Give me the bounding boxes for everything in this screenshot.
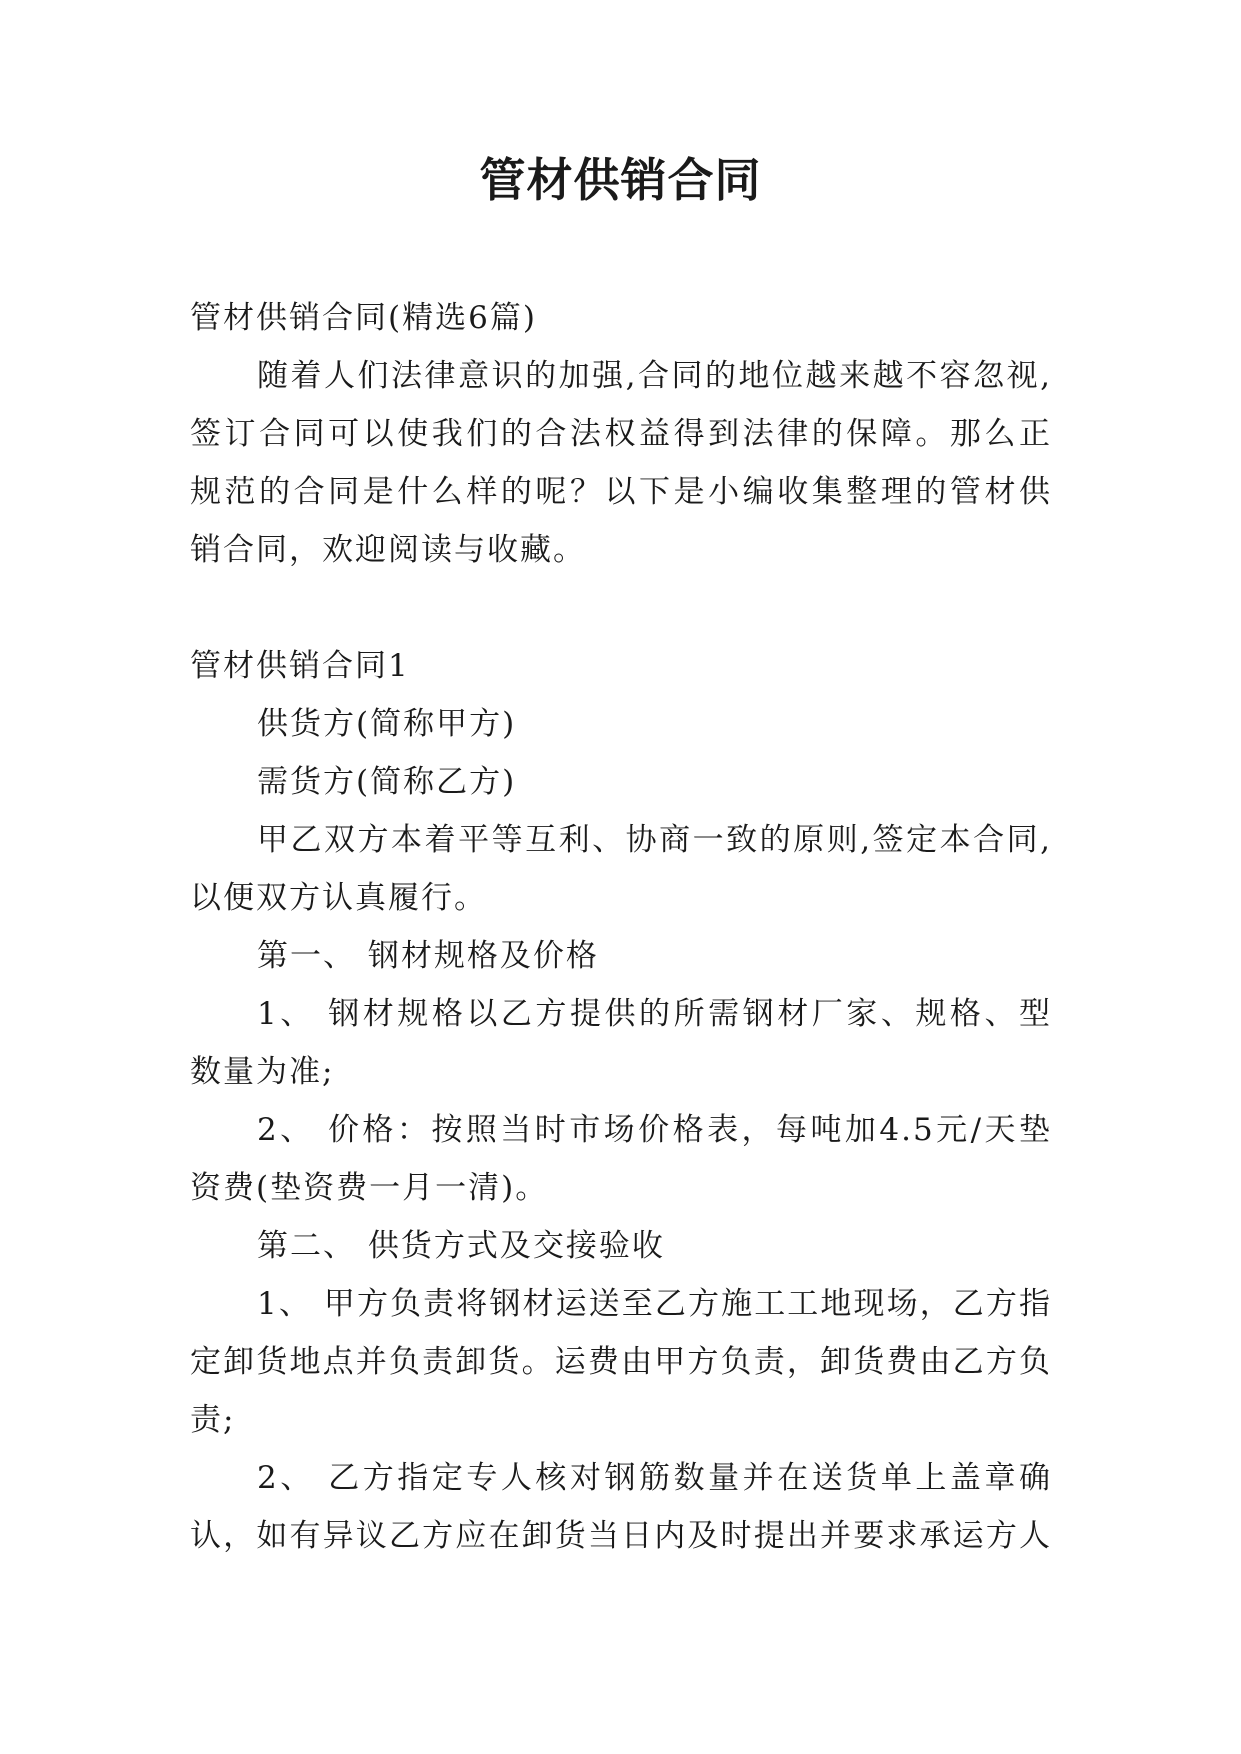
article1-heading: 第一、 钢材规格及价格 — [257, 938, 599, 974]
intro-line-2: 签订合同可以使我们的合法权益得到法律的保障。那么正 — [190, 416, 1052, 452]
article1-item2-line-2: 资费(垫资费一月一清)。 — [190, 1170, 549, 1206]
article2-item1-line-2: 定卸货地点并负责卸货。运费由甲方负责，卸货费由乙方负 — [190, 1344, 1052, 1380]
article1-item1-line-1: 1、 钢材规格以乙方提供的所需钢材厂家、规格、型 — [257, 996, 1052, 1032]
buyer-line: 需货方(简称乙方) — [257, 764, 517, 800]
intro-line-4: 销合同，欢迎阅读与收藏。 — [190, 532, 586, 568]
article2-item1-line-1: 1、 甲方负责将钢材运送至乙方施工工地现场，乙方指 — [257, 1286, 1052, 1322]
intro-line-3: 规范的合同是什么样的呢？以下是小编收集整理的管材供 — [190, 474, 1052, 510]
document-title: 管材供销合同 — [479, 153, 762, 207]
article1-item2-line-1: 2、 价格：按照当时市场价格表，每吨加4.5元/天垫 — [257, 1112, 1052, 1148]
article2-item1-line-3: 责; — [190, 1402, 236, 1438]
document-body — [190, 289, 1052, 1565]
article1-item1-line-2: 数量为准; — [190, 1054, 335, 1090]
intro-line-1: 随着人们法律意识的加强,合同的地位越来越不容忽视, — [257, 358, 1052, 394]
supplier-line: 供货方(简称甲方) — [257, 706, 517, 742]
paragraph-gap — [190, 579, 1052, 637]
subtitle: 管材供销合同(精选6篇) — [190, 300, 537, 336]
article2-item2-line-1: 2、 乙方指定专人核对钢筋数量并在送货单上盖章确 — [257, 1460, 1052, 1496]
article2-item2-line-2: 认，如有异议乙方应在卸货当日内及时提出并要求承运方人 — [190, 1518, 1052, 1554]
preamble-line-2: 以便双方认真履行。 — [190, 880, 487, 916]
contract-heading: 管材供销合同1 — [190, 648, 410, 684]
article2-heading: 第二、 供货方式及交接验收 — [257, 1228, 665, 1264]
preamble-line-1: 甲乙双方本着平等互利、协商一致的原则,签定本合同, — [257, 822, 1052, 858]
